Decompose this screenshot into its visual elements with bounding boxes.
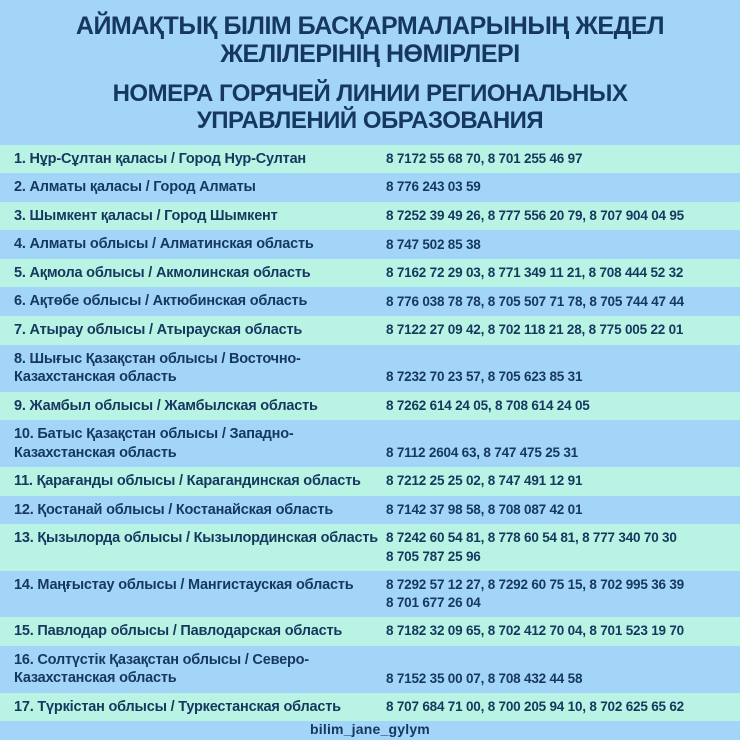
region-label: 12. Қостанай облысы / Костанайская область [14,501,334,518]
phone-numbers [386,321,726,339]
phone-numbers [386,444,726,462]
header [0,0,740,135]
phone-numbers [386,576,726,612]
region-label: 14. Маңғыстау облысы / Мангистауская область [14,576,354,593]
phone-line: 8 7242 60 54 81, 8 778 60 54 81, 8 777 340 70 30 [386,530,677,546]
region-label: 1. Нұр-Сұлтан қаласы / Город Нур-Султан [14,150,306,167]
region-label: 15. Павлодар облысы / Павлодарская область [14,623,343,640]
hotline-table [0,145,740,722]
region-label: 5. Ақмола облысы / Акмолинская область [14,264,311,281]
table-row [0,392,740,421]
phone-numbers [386,698,726,716]
table-row [0,524,740,570]
phone-line: 8 7262 614 24 05, 8 708 614 24 05 [386,397,590,413]
table-row [0,617,740,646]
phone-line: 8 7212 25 25 02, 8 747 491 12 91 [386,473,583,489]
table-row [0,202,740,231]
title-kazakh: АЙМАҚТЫҚ БІЛІМ БАСҚАРМАЛАРЫНЫҢ ЖЕДЕЛ ЖЕЛІЛЕРІНІҢ НӨМІРЛЕРІ [75,12,665,68]
footer [0,721,740,740]
region-label: 7. Атырау облысы / Атырауская область [14,322,303,339]
region-label: 11. Қарағанды облысы / Карагандинская область [14,473,361,490]
phone-line: 8 7172 55 68 70, 8 701 255 46 97 [386,150,583,166]
phone-numbers [386,236,726,254]
phone-line: 8 705 787 25 96 [386,548,481,564]
phone-line: 8 701 677 26 04 [386,595,481,611]
table-row [0,571,740,617]
title-russian: НОМЕРА ГОРЯЧЕЙ ЛИНИИ РЕГИОНАЛЬНЫХ УПРАВЛЕНИЙ ОБРАЗОВАНИЯ [112,80,628,134]
table-row [0,496,740,525]
phone-line: 8 7162 72 29 03, 8 771 349 11 21, 8 708 444 52 32 [386,265,684,281]
phone-line: 8 7152 35 00 07, 8 708 432 44 58 [386,670,583,686]
table-row [0,316,740,345]
phone-line: 8 747 502 85 38 [386,236,481,252]
region-label: 13. Қызылорда облысы / Кызылординская область [14,530,379,547]
phone-line: 8 7252 39 49 26, 8 777 556 20 79, 8 707 904 04 95 [386,208,684,223]
phone-numbers [386,472,726,490]
region-label: 3. Шымкент қаласы / Город Шымкент [14,207,278,224]
phone-numbers [386,150,726,168]
phone-line: 8 7232 70 23 57, 8 705 623 85 31 [386,369,583,385]
table-row [0,230,740,259]
phone-numbers [386,178,726,196]
region-label: 4. Алматы облысы / Алматинская область [14,236,314,253]
region-label: 8. Шығыс Қазақстан облысы / Восточно-Казахстанская область [14,350,301,386]
phone-numbers [386,207,726,225]
table-row [0,646,740,693]
phone-numbers [386,501,726,519]
table-row [0,420,740,467]
phone-line: 8 707 684 71 00, 8 700 205 94 10, 8 702 625 65 62 [386,699,684,715]
table-row [0,693,740,722]
phone-numbers [386,293,726,311]
phone-line: 8 7182 32 09 65, 8 702 412 70 04, 8 701 523 19 70 [386,623,684,639]
phone-line: 8 7112 2604 63, 8 747 475 25 31 [386,445,578,461]
region-label: 6. Ақтөбе облысы / Актюбинская область [14,293,308,310]
phone-numbers [386,622,726,640]
region-label: 17. Түркістан облысы / Туркестанская область [14,698,341,715]
table-row [0,145,740,174]
phone-numbers [386,529,726,565]
phone-line: 8 776 243 03 59 [386,179,481,195]
phone-line: 8 776 038 78 78, 8 705 507 71 78, 8 705 744 47 44 [386,293,684,309]
region-label: 16. Солтүстік Қазақстан облысы / Северо-Казахстанская область [14,651,309,687]
phone-numbers [386,264,726,282]
region-label: 2. Алматы қаласы / Город Алматы [14,179,256,196]
region-label: 10. Батыс Қазақстан облысы / Западно-Казахстанская область [14,426,294,461]
footer-handle: bilim_jane_gylym [310,721,430,738]
table-row [0,173,740,202]
table-row [0,259,740,288]
table-row [0,345,740,392]
phone-line: 8 7292 57 12 27, 8 7292 60 75 15, 8 702 995 36 39 [386,576,684,592]
phone-numbers [386,397,726,415]
phone-line: 8 7122 27 09 42, 8 702 118 21 28, 8 775 005 22 01 [386,322,684,338]
phone-numbers [386,368,726,386]
phone-line: 8 7142 37 98 58, 8 708 087 42 01 [386,502,583,518]
region-label: 9. Жамбыл облысы / Жамбылская область [14,397,318,414]
table-row [0,467,740,496]
phone-numbers [386,670,726,688]
table-row [0,287,740,316]
